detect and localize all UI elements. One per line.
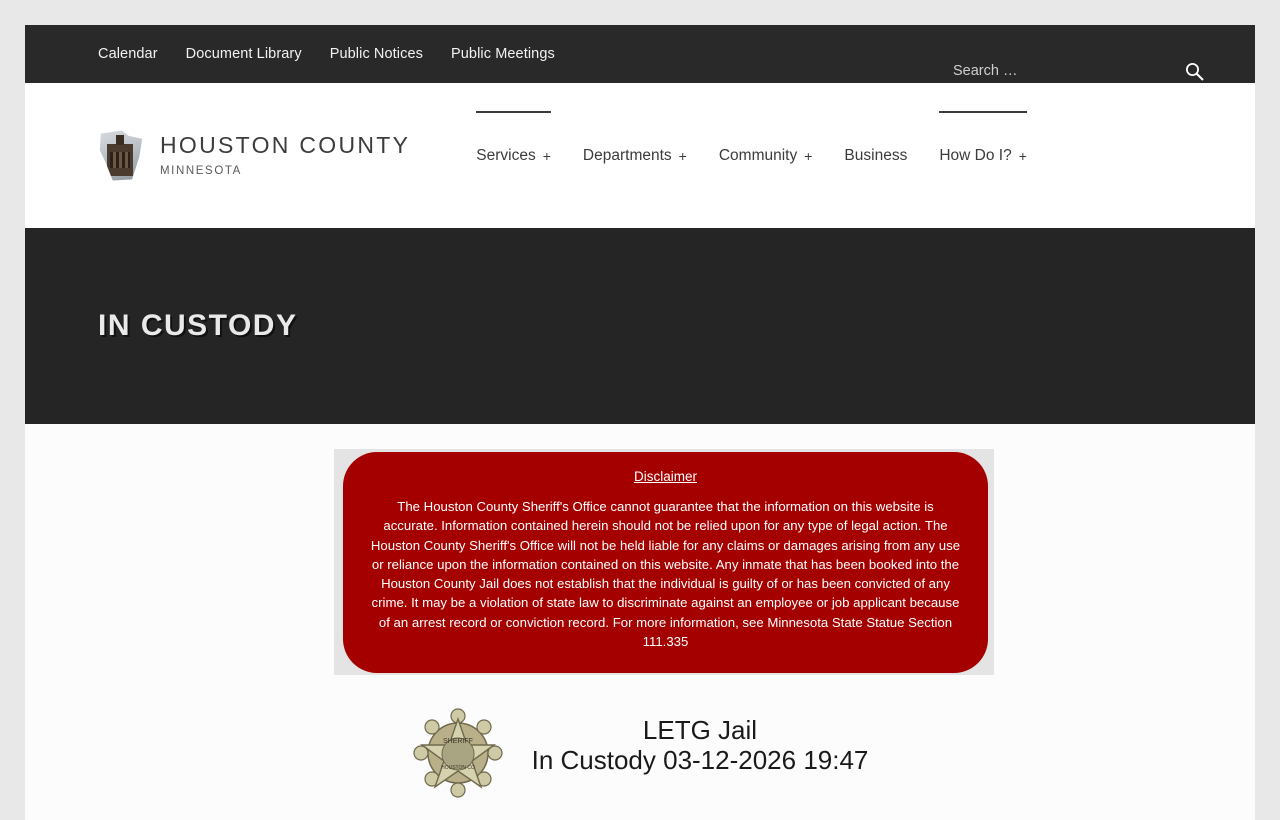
plus-icon[interactable]: + [542,147,551,164]
jail-report-title [532,707,869,775]
page-title: IN CUSTODY [98,309,298,342]
site-brand[interactable] [98,130,410,182]
nav-item-how-do-i[interactable] [923,138,1043,174]
utility-nav [98,46,555,62]
plus-icon[interactable]: + [678,147,687,164]
plus-icon[interactable]: + [1018,147,1027,164]
nav-item-departments[interactable] [567,138,703,174]
svg-text:SHERIFF: SHERIFF [442,738,473,745]
disclaimer-body: The Houston County Sheriff's Office cannot guarantee that the information on this website is accurate. Information contained herein should not be relied upon for any type of legal action. The Houston County Sheriff's Office will not be held liable for any claims or damages arising from any use or reliance upon the information contained on this website. Any inmate that has been booked into the Houston County Jail does not establish that the individual is guilty of or has been convicted of any crime. It may be a violation of state law to discriminate against an employee or job applicant because of an arrest record or conviction record. For more information, see Minnesota State Statue Section 111.335 [370,499,961,650]
disclaimer-panel [343,452,988,673]
plus-icon[interactable]: + [804,147,813,164]
site-page [25,25,1255,820]
nav-item-services[interactable] [460,138,567,174]
nav-label-services: Services [476,146,536,164]
nav-label-business: Business [844,146,908,164]
brand-text [160,134,410,177]
nav-item-community[interactable] [703,138,829,174]
disclaimer-title: Disclaimer [633,469,697,484]
search-icon[interactable] [1184,61,1204,81]
site-header [25,83,1255,228]
nav-label-departments: Departments [582,146,672,164]
utility-link-document-library[interactable]: Document Library [185,46,302,62]
jail-system-name: LETG Jail [642,715,758,745]
utility-link-public-notices[interactable]: Public Notices [329,46,423,62]
nav-item-business[interactable] [828,138,923,174]
utility-link-calendar[interactable]: Calendar [98,46,158,62]
jail-report-header [25,707,1255,799]
site-title: HOUSTON COUNTY [160,132,411,158]
main-content [25,424,1255,820]
main-nav [460,138,1043,174]
svg-text:HOUSTON CO: HOUSTON CO [440,765,475,771]
utility-link-public-meetings[interactable]: Public Meetings [450,46,555,62]
sheriff-star-badge-icon [412,707,504,799]
county-seal-icon [98,130,144,182]
site-subtitle: MINNESOTA [160,165,242,177]
nav-label-how-do-i: How Do I? [939,146,1012,164]
jail-report-timestamp: In Custody 03-12-2026 19:47 [531,745,869,775]
page-banner [25,228,1255,424]
search-input[interactable] [951,62,1184,80]
utility-bar [25,25,1255,83]
nav-label-community: Community [718,146,798,164]
